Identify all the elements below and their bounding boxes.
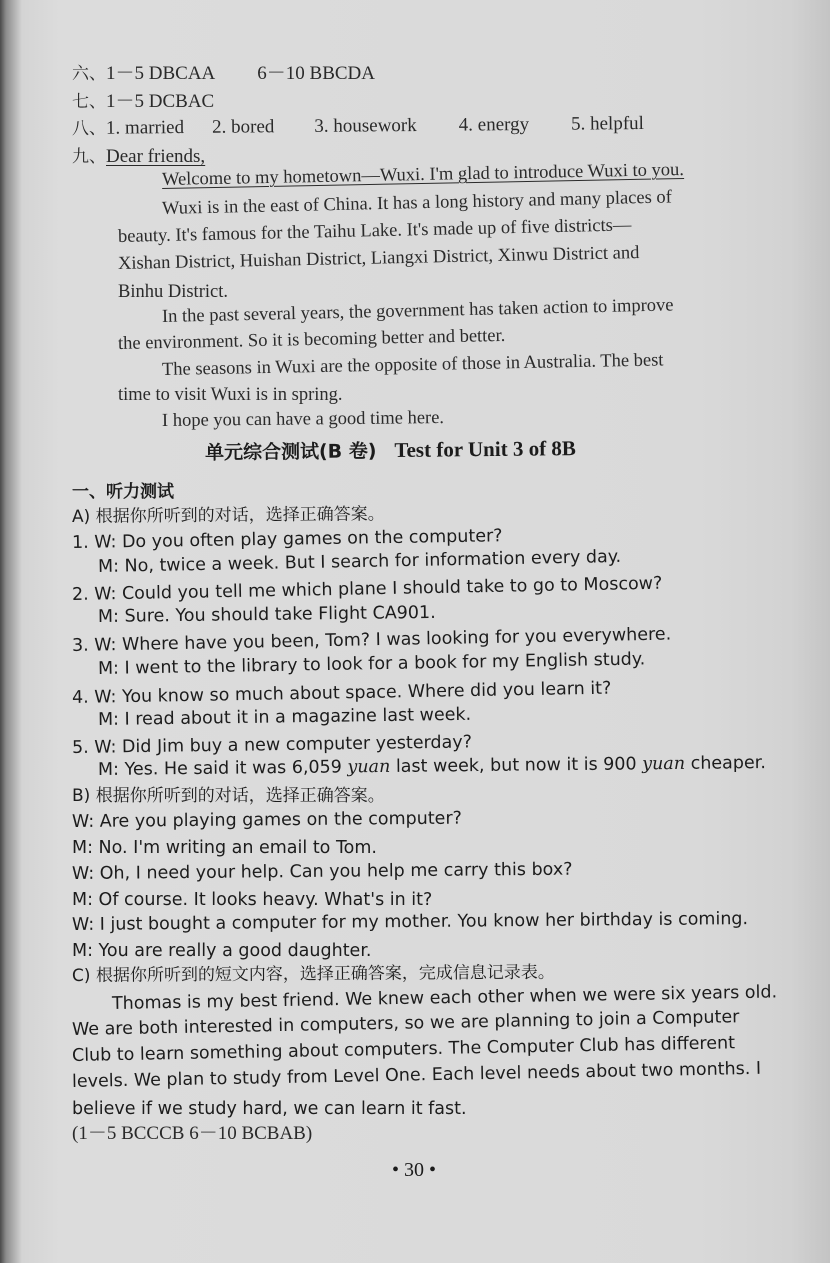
- letter-line: the environment. So it is becoming better and better.: [117, 325, 506, 354]
- dialogue-italic: yuan: [347, 756, 391, 778]
- answer-six: [72, 62, 375, 86]
- answer-six-a: 1－5 DBCAA: [106, 63, 216, 84]
- dialogue-line: M: You are really a good daughter.: [72, 941, 372, 961]
- dialogue-italic: yuan: [642, 753, 686, 775]
- letter-line: I hope you can have a good time here.: [161, 408, 445, 431]
- letter-line: time to visit Wuxi is in spring.: [118, 385, 343, 405]
- answer-seven-a: 1－5 DCBAC: [106, 91, 215, 112]
- letter-line: Welcome to my hometown—Wuxi. I'm glad to introduce Wuxi to you.: [161, 159, 685, 190]
- letter-line: In the past several years, the government has taken action to improve: [161, 295, 674, 327]
- letter-line: beauty. It's famous for the Taihu Lake. It's made up of five districts—: [117, 215, 632, 247]
- dialogue-line: W: Are you playing games on the computer?: [71, 808, 462, 832]
- answer-six-mark: 六、: [72, 64, 106, 84]
- dialogue-line: 1. W: Do you often play games on the computer?: [71, 526, 503, 553]
- dialogue-line: M: Of course. It looks heavy. What's in it?: [72, 890, 433, 910]
- dialogue-line: M: Sure. You should take Flight CA901.: [97, 602, 436, 627]
- passage-line: Club to learn something about computers. The Computer Club has different: [71, 1033, 736, 1066]
- part-c-instruction: C) 根据你所听到的短文内容，选择正确答案，完成信息记录表。: [71, 962, 555, 986]
- answer-six-b: 6－10 BBCDA: [257, 63, 375, 84]
- dialogue-line: W: Oh, I need your help. Can you help me carry this box?: [71, 859, 573, 884]
- answer-nine: [72, 145, 205, 169]
- unit-title-cn: 单元综合测试(B 卷): [204, 440, 377, 464]
- passage-line: levels. We plan to study from Level One. Each level needs about two months. I: [71, 1058, 762, 1092]
- section-heading: 一、听力测试: [72, 482, 174, 502]
- dialogue-line: W: I just bought a computer for my mother. You know her birthday is coming.: [71, 909, 749, 935]
- dialogue-line: 2. W: Could you tell me which plane I should take to go to Moscow?: [71, 573, 663, 605]
- answer-eight: [72, 112, 644, 141]
- letter-line: The seasons in Wuxi are the opposite of those in Australia. The best: [161, 350, 664, 380]
- letter-line: Binhu District.: [118, 282, 228, 302]
- part-b-instruction: B) 根据你所听到的对话，选择正确答案。: [72, 786, 385, 806]
- part-a-instruction: A) 根据你所听到的对话，选择正确答案。: [71, 504, 385, 527]
- dialogue-line: M: I read about it in a magazine last week.: [97, 704, 472, 730]
- dialogue-line: M: No, twice a week. But I search for information every day.: [97, 546, 622, 577]
- unit-title-en: Test for Unit 3 of 8B: [394, 436, 577, 463]
- answer-seven-mark: 七、: [72, 92, 106, 112]
- dialogue-line: 4. W: You know so much about space. Where did you learn it?: [71, 678, 612, 708]
- page-number: • 30 •: [392, 1159, 437, 1181]
- passage-line: We are both interested in computers, so we are planning to join a Computer: [71, 1007, 740, 1040]
- passage-line: Thomas is my best friend. We knew each other when we were six years old.: [111, 982, 778, 1014]
- answer-eight-item: 1. married: [105, 117, 185, 139]
- answer-seven: [72, 90, 214, 114]
- dialogue-line: 5. W: Did Jim buy a new computer yesterday?: [71, 732, 473, 758]
- answer-eight-item: 4. energy: [458, 114, 530, 136]
- letter-line: Wuxi is in the east of China. It has a long history and many places of: [161, 187, 673, 219]
- dialogue-segment: last week, but now it is 900: [390, 754, 643, 777]
- unit-title: [205, 436, 576, 465]
- part-c-answers: (1－5 BCCCB 6－10 BCBAB): [72, 1123, 313, 1144]
- dialogue-line: M: I went to the library to look for a book for my English study.: [97, 649, 646, 679]
- answer-eight-item: 2. bored: [211, 116, 275, 138]
- answer-eight-item: 3. housework: [314, 114, 417, 137]
- answer-nine-mark: 九、: [72, 147, 106, 167]
- letter-line: Xishan District, Huishan District, Liangxi District, Xinwu District and: [117, 243, 640, 274]
- letter-salutation: Dear friends,: [106, 146, 206, 167]
- dialogue-segment: cheaper.: [684, 753, 766, 774]
- dialogue-line: M: No. I'm writing an email to Tom.: [72, 838, 377, 858]
- answer-eight-item: 5. helpful: [570, 113, 644, 135]
- dialogue-segment: M: Yes. He said it was 6,059: [97, 757, 348, 780]
- answer-eight-mark: 八、: [71, 118, 107, 139]
- dialogue-line: 3. W: Where have you been, Tom? I was looking for you everywhere.: [71, 624, 672, 656]
- passage-line: believe if we study hard, we can learn it fast.: [72, 1099, 467, 1119]
